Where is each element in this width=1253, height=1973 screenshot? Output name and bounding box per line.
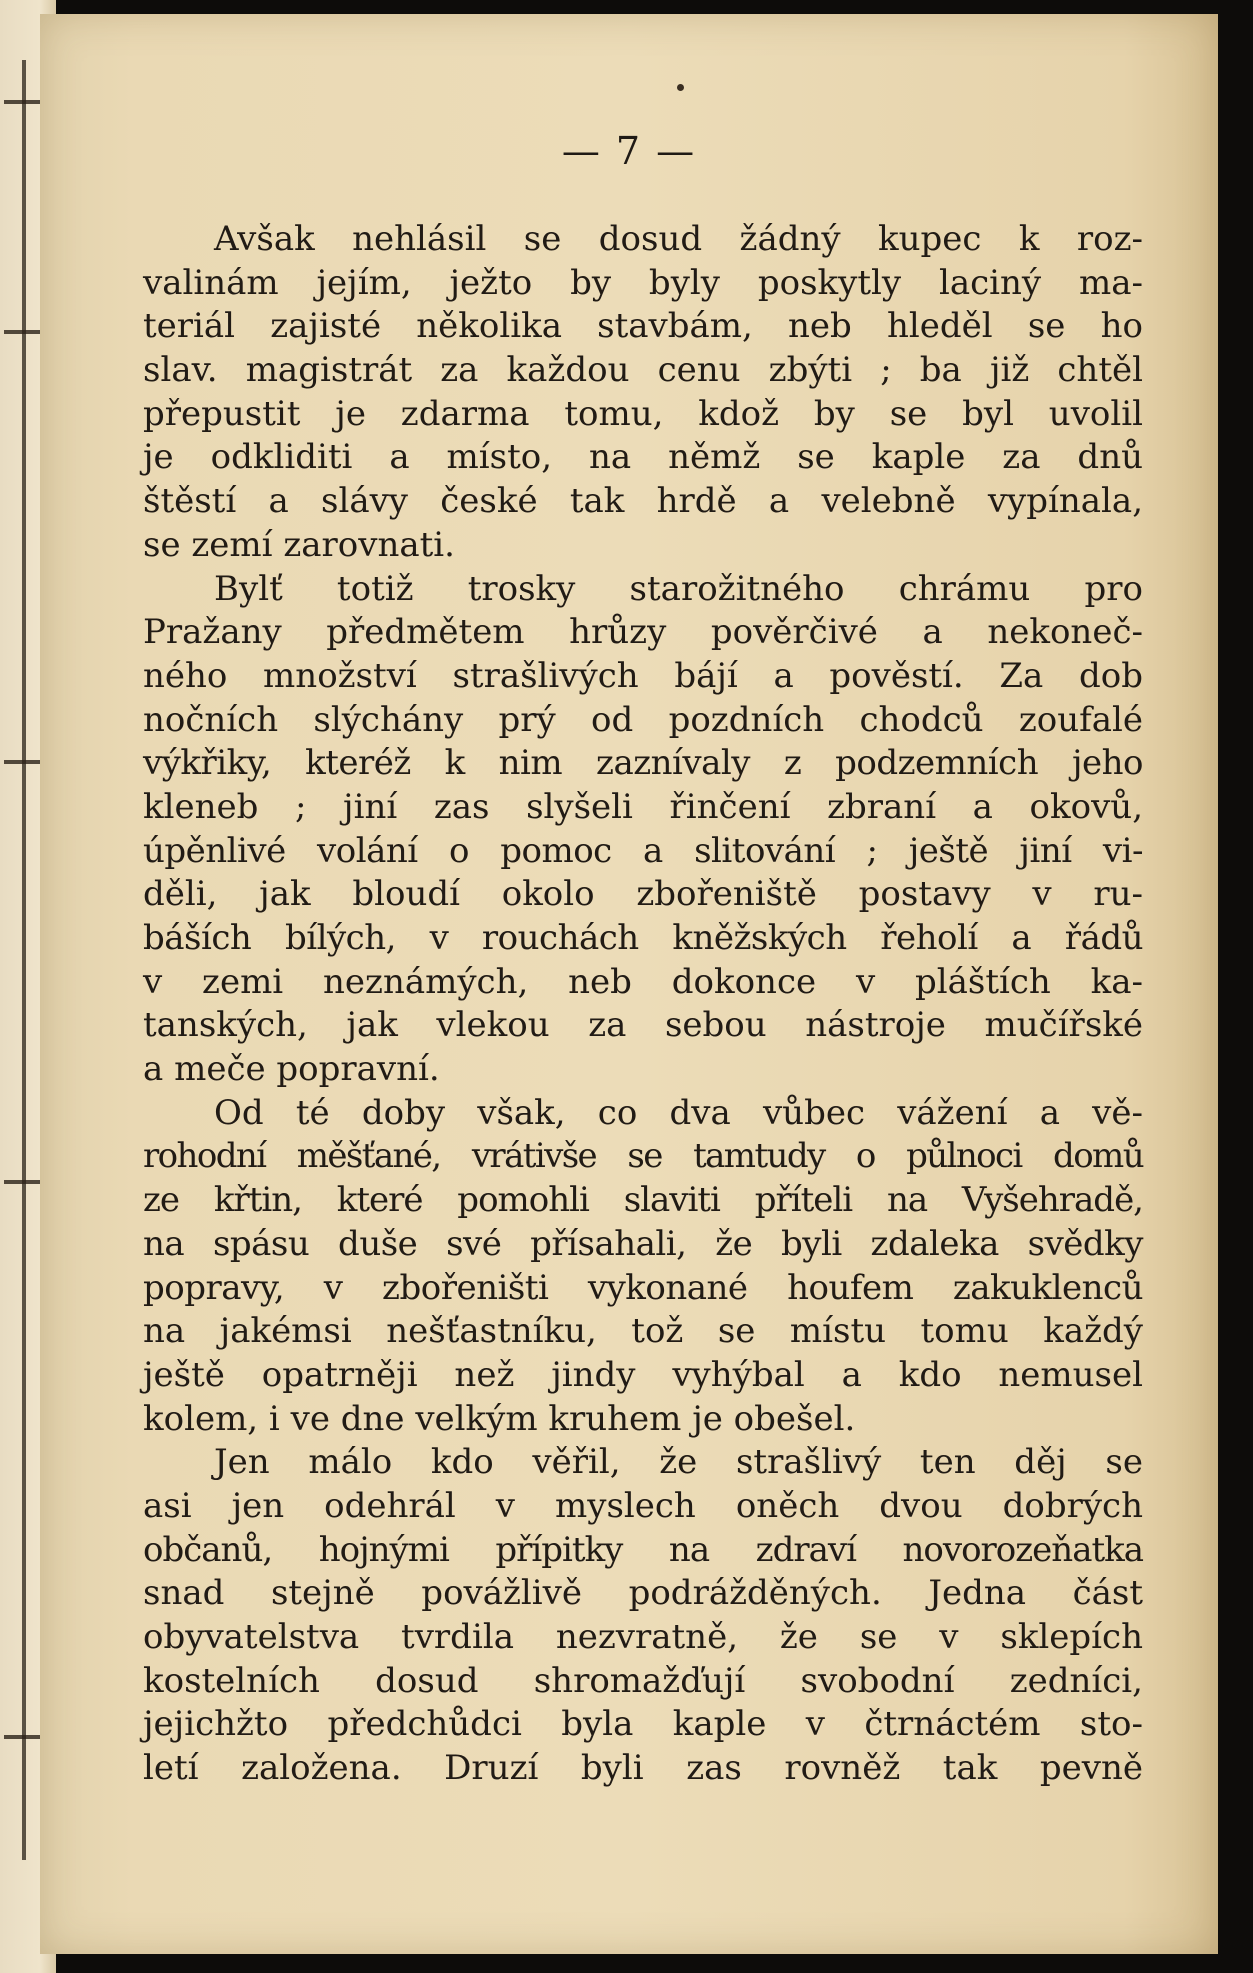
text-line: teriál zajisté několika stavbám, neb hleděl se ho bbox=[143, 306, 1143, 347]
text-line: Pražany předmětem hrůzy pověrčivé a nekoneč- bbox=[143, 612, 1143, 653]
text-line: štěstí a slávy české tak hrdě a velebně vypínala, bbox=[143, 481, 1143, 522]
text-line: Avšak nehlásil se dosud žádný kupec k roz- bbox=[214, 219, 1143, 259]
ink-speck bbox=[677, 84, 684, 91]
text-line: kleneb ; jiní zas slyšeli řinčení zbraní a okovů, bbox=[143, 786, 1143, 827]
text-line: jejichžto předchůdci byla kaple v čtrnáctém sto- bbox=[143, 1704, 1143, 1745]
text-line: kostelních dosud shromažďují svobodní zedníci, bbox=[143, 1660, 1143, 1701]
text-line: je odkliditi a místo, na němž se kaple za dnů bbox=[143, 437, 1143, 478]
text-line: úpěnlivé volání o pomoc a slitování ; ještě jiní vi- bbox=[143, 830, 1143, 871]
text-line: ného množství strašlivých bájí a pověstí. Za dob bbox=[143, 655, 1143, 696]
text-line: letí založena. Druzí byli zas rovněž tak pevně bbox=[143, 1748, 1143, 1789]
text-line: Jen málo kdo věřil, že strašlivý ten děj se bbox=[214, 1442, 1143, 1483]
text-line: asi jen odehrál v myslech oněch dvou dobrých bbox=[143, 1485, 1143, 1526]
text-line: přepustit je zdarma tomu, kdož by se byl uvolil bbox=[143, 393, 1143, 434]
text-line: se zemí zarovnati. bbox=[143, 524, 455, 565]
text-line: rohodní měšťané, vrátivše se tamtudy o půlnoci domů bbox=[143, 1136, 1143, 1177]
text-line: kolem, i ve dne velkým kruhem je obešel. bbox=[143, 1398, 856, 1439]
text-line: báších bílých, v rouchách kněžských řeholí a řádů bbox=[143, 918, 1143, 958]
text-line: Bylť totiž trosky starožitného chrámu pro bbox=[214, 568, 1143, 609]
binding-stitch bbox=[4, 100, 40, 104]
text-line: na jakémsi nešťastníku, tož se místu tomu každý bbox=[143, 1311, 1143, 1352]
text-line: Od té doby však, co dva vůbec vážení a vě- bbox=[214, 1092, 1143, 1133]
text-line: valinám jejím, ježto by byly poskytly laciný ma- bbox=[143, 262, 1143, 303]
text-line: v zemi neznámých, neb dokonce v pláštích ka- bbox=[143, 961, 1143, 1002]
text-line: občanů, hojnými přípitky na zdraví novorozeňatka bbox=[143, 1529, 1143, 1570]
text-line: nočních slýchány prý od pozdních chodců zoufalé bbox=[143, 699, 1143, 740]
text-line: popravy, v zbořeništi vykonané houfem zakuklenců bbox=[143, 1267, 1143, 1308]
text-line: tanských, jak vlekou za sebou nástroje mučířské bbox=[143, 1005, 1143, 1046]
text-line: výkřiky, kteréž k nim zaznívaly z podzemních jeho bbox=[143, 743, 1143, 784]
text-line: děli, jak bloudí okolo zbořeniště postavy v ru- bbox=[143, 874, 1143, 915]
text-line: ještě opatrněji než jindy vyhýbal a kdo nemusel bbox=[143, 1354, 1143, 1395]
text-line: ze křtin, které pomohli slaviti příteli na Vyšehradě, bbox=[143, 1180, 1143, 1221]
text-line: slav. magistrát za každou cenu zbýti ; ba již chtěl bbox=[143, 350, 1143, 391]
page-number: — 7 — bbox=[561, 129, 697, 173]
text-line: na spásu duše své přísahali, že byli zdaleka svědky bbox=[143, 1223, 1143, 1264]
text-line: a meče popravní. bbox=[143, 1049, 440, 1090]
body-text bbox=[143, 218, 1143, 1791]
text-line: obyvatelstva tvrdila nezvratně, že se v sklepích bbox=[143, 1617, 1143, 1657]
text-line: snad stejně povážlivě podrážděných. Jedna část bbox=[143, 1573, 1143, 1614]
